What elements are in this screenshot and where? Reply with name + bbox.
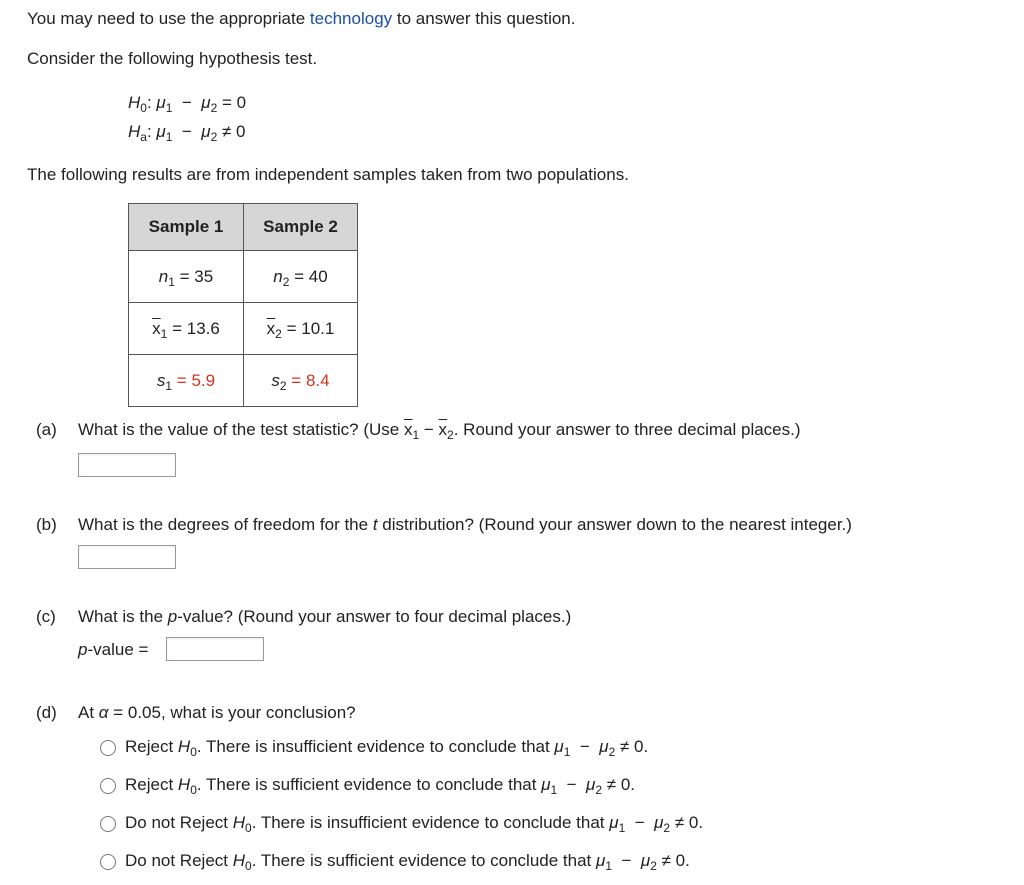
degrees-of-freedom-input[interactable] (78, 545, 176, 569)
n2-cell: $n_2 = 40$ (244, 251, 358, 303)
option-2-label[interactable]: Reject $H_0$. There is sufficient evidence to conclude that $\mu_1 - \mu_2 \ne 0$. (125, 775, 636, 797)
question-c-label: (c) (36, 607, 56, 626)
samples-table (128, 203, 358, 407)
s2-cell: $s_2 = 8.4$ (244, 355, 358, 407)
option-2-radio[interactable] (100, 778, 116, 794)
question-a-text: What is the value of the test statistic? (Use $\overline{x}_1 - \overline{x}_2$. Round your answer to three decimal places.) (78, 420, 801, 442)
option-1-radio[interactable] (100, 740, 116, 756)
test-statistic-input[interactable] (78, 453, 176, 477)
x2-cell: $\overline{x}_2 = 10.1$ (244, 303, 358, 355)
question-c-text: What is the p-value? (Round your answer to four decimal places.) (78, 607, 572, 626)
question-b-text: What is the degrees of freedom for the t distribution? (Round your answer down to the nearest integer.) (78, 515, 852, 534)
s1-cell: $s_1 = 5.9$ (129, 355, 244, 407)
question-a-label: (a) (36, 420, 57, 439)
option-1-label[interactable]: Reject $H_0$. There is insufficient evidence to conclude that $\mu_1 - \mu_2 \ne 0$. (125, 737, 649, 759)
x1-cell: $\overline{x}_1 = 13.6$ (129, 303, 244, 355)
table-header-sample-2: Sample 2 (244, 204, 358, 251)
question-d-text: At α = 0.05, what is your conclusion? (78, 703, 356, 722)
question-b-label: (b) (36, 515, 57, 534)
n1-cell: $n_1 = 35$ (129, 251, 244, 303)
technology-link[interactable]: technology (309, 9, 393, 28)
consider-text: Consider the following hypothesis test. (27, 49, 318, 68)
option-4-label[interactable]: Do not Reject $H_0$. There is sufficient evidence to conclude that $\mu_1 - \mu_2 \ne 0$. (125, 851, 690, 873)
table-header-sample-1: Sample 1 (129, 204, 244, 251)
p-value-label: p-value = (78, 640, 149, 659)
alternative-hypothesis: $H_a$: $\mu_1 - \mu_2 \ne 0$ (128, 122, 246, 144)
results-text: The following results are from independent samples taken from two populations. (27, 165, 629, 184)
option-4-radio[interactable] (100, 854, 116, 870)
p-value-input[interactable] (166, 637, 264, 661)
null-hypothesis: $H_0$: $\mu_1 - \mu_2 = 0$ (128, 93, 247, 115)
option-3-label[interactable]: Do not Reject $H_0$. There is insufficient evidence to conclude that $\mu_1 - \mu_2 \ne 0$. (125, 813, 704, 835)
option-3-radio[interactable] (100, 816, 116, 832)
intro-text: You may need to use the appropriate technology to answer this question. (27, 9, 576, 28)
question-d-label: (d) (36, 703, 57, 722)
